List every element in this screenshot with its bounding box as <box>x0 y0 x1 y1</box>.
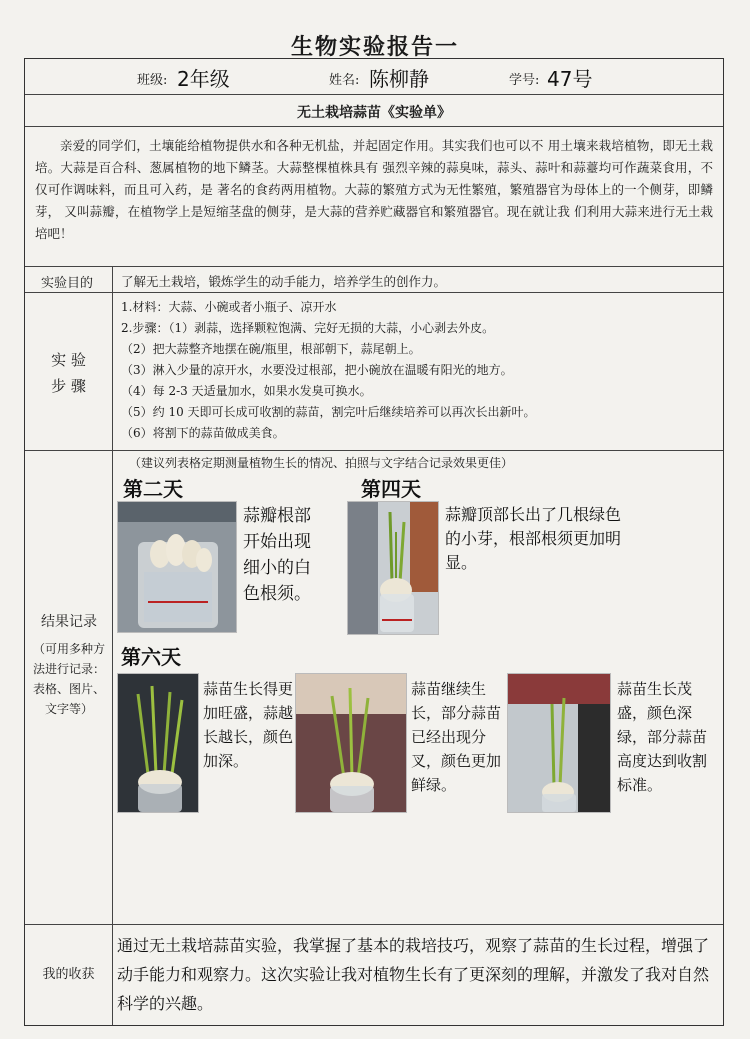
steps-label <box>25 347 112 399</box>
day2-photo <box>117 501 237 633</box>
garlic-jar-day2-image <box>118 502 237 633</box>
steps-label-line2: 步 骤 <box>51 377 86 395</box>
step-item: 2.步骤：（1）剥蒜，选择颗粒饱满、完好无损的大蒜，小心剥去外皮。 <box>121 321 495 335</box>
info-row <box>25 59 723 95</box>
results-hint: （建议列表格定期测量植物生长的情况、拍照与文字结合记录效果更佳） <box>129 456 514 470</box>
day6-note-b: 蒜苗继续生长，部分蒜苗已经出现分叉，颜色更加鲜绿。 <box>411 680 502 794</box>
results-label: 结果记录 <box>41 614 97 630</box>
report-table <box>24 58 724 1026</box>
step-item: （2）把大蒜整齐地摆在碗/瓶里，根部朝下，蒜尾朝上。 <box>121 342 421 356</box>
student-id-value: 47号 <box>547 67 593 91</box>
page-title: 生物实验报告一 <box>290 34 459 60</box>
garlic-jar-day6-image-2 <box>296 674 407 813</box>
day6-photo-2 <box>295 673 407 813</box>
student-id-label: 学号: <box>509 73 540 88</box>
results-label-block <box>29 611 109 719</box>
steps-list <box>121 297 536 444</box>
purpose-text: 了解无土栽培，锻炼学生的动手能力，培养学生的创作力。 <box>121 274 447 289</box>
day6-note-a: 蒜苗生长得更加旺盛，蒜越长越长，颜色加深。 <box>203 680 294 770</box>
day2-note: 蒜瓣根部开始出现细小的白色根须。 <box>243 506 311 604</box>
step-item: （4）每 2-3 天适量加水，如果水发臭可换水。 <box>121 384 372 398</box>
class-value: 2年级 <box>177 67 230 91</box>
name-label: 姓名: <box>329 73 360 88</box>
step-item: （6）将割下的蒜苗做成美食。 <box>121 426 285 440</box>
step-item: （3）淋入少量的凉开水，水要没过根部，把小碗放在温暖有阳光的地方。 <box>121 363 513 377</box>
subtitle-row <box>25 95 723 127</box>
day6-photo-1 <box>117 673 199 813</box>
day2-label: 第二天 <box>123 477 183 501</box>
steps-label-line1: 实 验 <box>51 351 86 369</box>
purpose-row <box>25 267 723 293</box>
day6-label: 第六天 <box>121 645 181 669</box>
intro-row <box>25 127 723 267</box>
worksheet-subtitle: 无土栽培蒜苗《实验单》 <box>297 105 451 121</box>
day6-photo-3 <box>507 673 611 813</box>
results-sub-label: （可用多种方法进行记录：表格、图片、文字等） <box>32 642 105 716</box>
day6-note-c: 蒜苗生长茂盛，颜色深绿，部分蒜苗高度达到收割标准。 <box>617 680 708 794</box>
garlic-jar-day6-image-1 <box>118 674 199 813</box>
step-item: （5）约 10 天即可长成可收割的蒜苗，割完叶后继续培养可以再次长出新叶。 <box>121 405 536 419</box>
harvest-text: 通过无土栽培蒜苗实验，我掌握了基本的栽培技巧，观察了蒜苗的生长过程，增强了动手能力和观察力。这次实验让我对植物生长有了更深刻的理解，并激发了我对自然科学的兴趣。 <box>117 936 710 1013</box>
steps-row <box>25 293 723 451</box>
purpose-label: 实验目的 <box>40 276 93 291</box>
results-row <box>25 451 723 925</box>
step-item: 1.材料：大蒜、小碗或者小瓶子、凉开水 <box>121 300 337 314</box>
day4-label: 第四天 <box>361 477 421 501</box>
garlic-jar-day4-image <box>348 502 439 635</box>
harvest-row <box>25 925 723 1025</box>
day4-note: 蒜瓣顶部长出了几根绿色的小芽，根部根须更加明显。 <box>445 505 622 572</box>
day4-photo <box>347 501 439 635</box>
harvest-label: 我的收获 <box>42 967 95 982</box>
name-value: 陈柳静 <box>369 67 429 91</box>
class-label: 班级: <box>137 73 168 88</box>
intro-paragraph: 亲爱的同学们，土壤能给植物提供水和各种无机盐，并起固定作用。其实我们也可以不 用土壤来栽培植物，即无土栽培。大蒜是百合科、葱属植物的地下鳞茎。大蒜整棵植株具有 强烈辛辣的蒜臭味，蒜头、蒜叶和蒜薹均可作蔬菜食用，不仅可作调味料，而且可入药，是 著名的食药两用植物。大蒜的繁殖方式为无性繁殖，繁殖器官为母体上的一个侧芽，即鳞芽， 又叫蒜瓣，在植物学上是短缩茎盘的侧芽，是大蒜的营养贮藏器官和繁殖器官。现在就让我 们利用大蒜来进行无土栽培吧！ <box>35 138 713 241</box>
garlic-jar-day6-image-3 <box>508 674 611 813</box>
